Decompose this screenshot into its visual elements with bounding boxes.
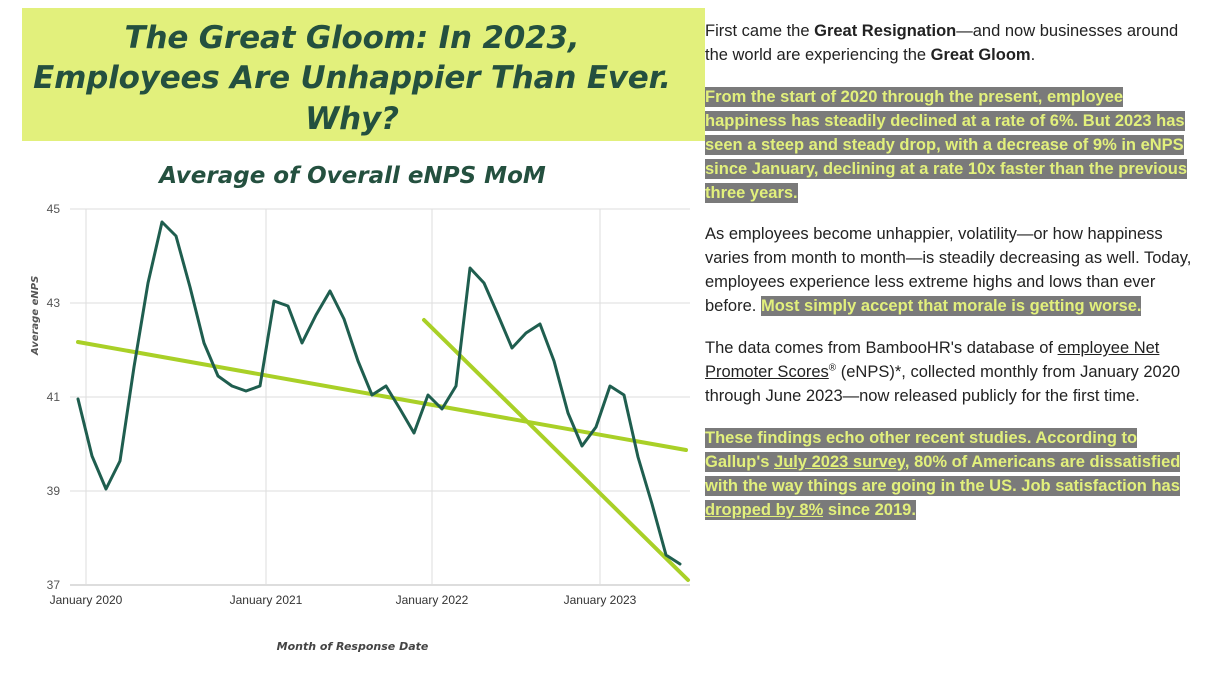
x-tick-jan-2022: January 2022 — [395, 593, 469, 607]
p4-pre: The data comes from BambooHR's database of — [705, 339, 1058, 358]
p1-pre: First came the — [705, 22, 815, 40]
highlight-morale-worse: Most simply accept that morale is getting worse. — [760, 297, 1142, 316]
p4-mid: (eNPS)*, collected monthly from January 2020 through June 2023—now released publicly for the first time. — [705, 363, 1181, 405]
y-tick-39: 39 — [46, 484, 60, 498]
paragraph-data-source — [705, 337, 1195, 409]
highlight-findings-b: , 80% of Americans are dissatisfied with the way things are going in the US. Job satisfaction has — [705, 452, 1181, 495]
link-dropped-by-8-percent[interactable]: dropped by 8% — [705, 500, 824, 519]
p1-bold-great-gloom: Great Gloom — [930, 45, 1031, 64]
y-tick-45: 45 — [46, 202, 60, 216]
paragraph-intro — [705, 20, 1195, 68]
x-tick-jan-2023: January 2023 — [563, 593, 637, 607]
y-axis-label: Average eNPS — [30, 275, 41, 355]
x-axis-label: Month of Response Date — [276, 640, 429, 653]
paragraph-other-studies — [705, 427, 1195, 523]
x-tick-jan-2020: January 2020 — [49, 593, 123, 607]
page-title: The Great Gloom: In 2023, Employees Are Unhappier Than Ever. Why? — [33, 20, 671, 137]
registered-trademark-symbol: ® — [828, 362, 837, 374]
x-tick-jan-2021: January 2021 — [229, 593, 303, 607]
p1-bold-great-resignation: Great Resignation — [814, 22, 957, 40]
article-panel — [705, 0, 1229, 691]
link-enps-definition[interactable]: employee Net Promoter Scores — [705, 339, 1160, 382]
chart-title: Average of Overall eNPS MoM — [159, 163, 546, 189]
paragraph-volatility — [705, 223, 1195, 319]
y-tick-41: 41 — [46, 390, 60, 404]
highlight-decline-stats: From the start of 2020 through the present, employee happiness has steadily declined at a rate of 6%. But 2023 has seen a steep and steady drop, with a decrease of 9% in eNPS since January, declining at a rate 10x faster than the previous three years. — [705, 87, 1188, 202]
y-tick-43: 43 — [46, 296, 60, 310]
link-gallup-survey[interactable]: July 2023 survey — [774, 452, 905, 471]
p1-end: . — [1030, 45, 1036, 64]
y-tick-37: 37 — [46, 578, 60, 592]
paragraph-decline-highlighted — [705, 86, 1195, 206]
highlight-findings-a: These findings echo other recent studies. According to Gallup's — [705, 428, 1138, 471]
highlight-findings-c: since 2019. — [823, 500, 916, 519]
chart-area — [0, 195, 705, 665]
p1-mid: —and now businesses around the world are experiencing the — [705, 22, 1179, 64]
p3-plain: As employees become unhappier, volatility—or how happiness varies from month to month—is steadily decreasing as well. Today, employees experience less extreme highs and lows than ever before. — [705, 225, 1192, 316]
